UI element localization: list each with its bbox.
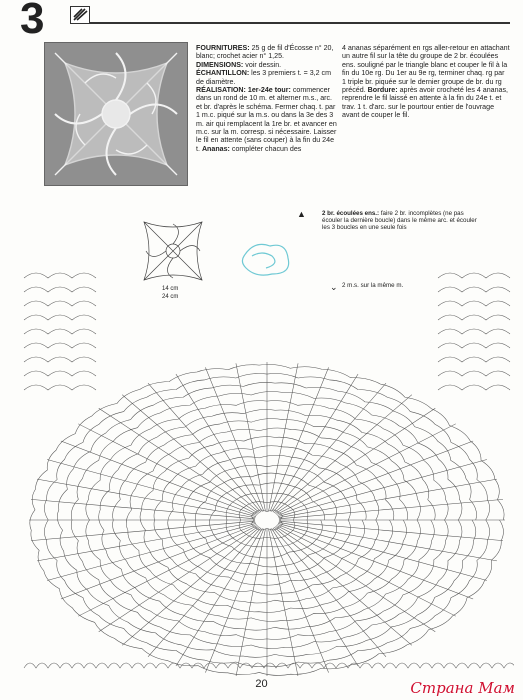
doily-photo <box>44 42 188 186</box>
cluster-symbol-icon: ▲ <box>297 209 306 219</box>
instructions-right-column: 4 ananas séparément en rgs aller-retour en attachant un autre fil sur la tête du groupe de 2 br. écoulées ens. souligné par le triangle blanc et couper le fil à la fin du 10e rg. Du 1er au 9e rg, terminer chaq. rg par 1 triple br. piquée sur le dernier groupe de br. du rg précéd. Bordure: après avoir crocheté les 4 ananas, reprendre le fil laissé en attente à la fin du 24e t. et trav. 1 t. d'arc. sur le pourtour entier de l'ouvrage avant de couper le fil. <box>342 44 510 120</box>
outer-dimension: 24 cm <box>162 294 179 300</box>
header-rule <box>70 22 510 24</box>
watermark-logo: Страна Мам <box>410 679 515 697</box>
double-sc-symbol-icon: ⌄ <box>330 282 338 292</box>
crochet-hook-icon <box>70 6 90 24</box>
crochet-chart <box>20 258 514 676</box>
legend-cluster: 2 br. écoulées ens.: faire 2 br. incomplètes (ne pas écouler la dernière boucle) dans le même arc. et écouler les 3 boucles en une seule fois <box>322 210 477 232</box>
inner-dimension: 14 cm <box>162 286 179 292</box>
page-folio: 20 <box>255 678 268 690</box>
instructions-left-column: FOURNITURES: 25 g de fil d'Écosse n° 20, blanc; crochet acier n° 1,25. DIMENSIONS: voir dessin. ÉCHANTILLON: les 3 premiers t. = 3,2 cm de diamètre. RÉALISATION: 1er-24e tour: commencer dans un rond de 10 m. et alterner m.s., arc. et br. d'après le schéma. Fermer chaq. t. par 1 m.c. piqué sur la m.s. ou dans la 3e des 3 m. air qui remplacent la 1re br. et avancer en m.c. sur la m. corresp. si nécessaire. Laisser le fil en attente (sans couper) à la fin du 24e t. Ananas: compléter chacun des <box>196 44 337 153</box>
page-number: 3 <box>20 0 45 43</box>
legend-double-sc: 2 m.s. sur la même m. <box>342 282 404 289</box>
